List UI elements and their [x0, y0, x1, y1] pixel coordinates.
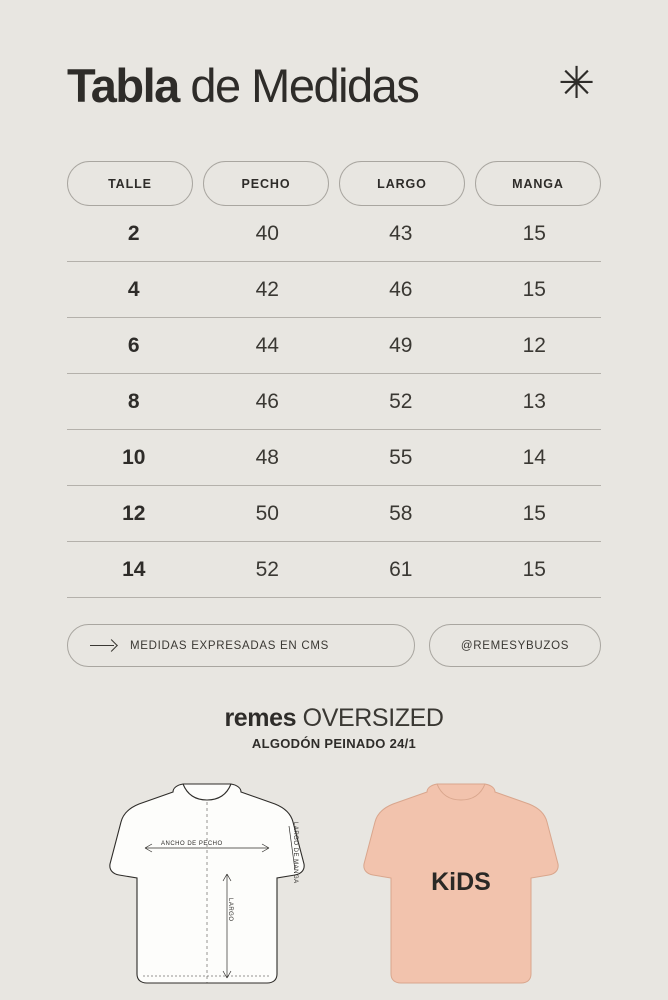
cell-manga: 15: [522, 277, 546, 301]
cell-manga: 13: [522, 389, 546, 413]
cell-talle: 2: [127, 221, 140, 245]
product-material: ALGODÓN PEINADO 24/1: [251, 736, 417, 752]
cell-talle: 6: [127, 333, 140, 357]
product-info: [67, 705, 601, 751]
cell-manga: 15: [522, 501, 546, 525]
column-header-pecho: PECHO: [203, 161, 329, 206]
cell-manga: 15: [522, 221, 546, 245]
table-row: [67, 430, 601, 486]
arrow-right-icon: [90, 641, 116, 651]
cell-pecho: 52: [255, 557, 279, 581]
column-header-largo: LARGO: [339, 161, 465, 206]
cell-largo: 49: [389, 333, 413, 357]
column-header-manga: MANGA: [475, 161, 601, 206]
product-name: [67, 705, 601, 731]
table-row: [67, 542, 601, 598]
cell-largo: 58: [389, 501, 413, 525]
social-handle-pill[interactable]: [429, 624, 601, 667]
cell-largo: 43: [389, 221, 413, 245]
cell-talle: 4: [127, 277, 140, 301]
shirt-technical-drawing: [99, 778, 315, 988]
page-title-light: de Medidas: [178, 59, 419, 112]
notes-row: [67, 624, 601, 667]
table-row: [67, 486, 601, 542]
table-header-row: [67, 161, 601, 206]
page-title-bold: Tabla: [67, 59, 179, 112]
asterisk-icon: ✳: [558, 58, 595, 108]
cell-talle: 12: [122, 501, 146, 525]
shirt-outline-svg: [99, 778, 315, 988]
cell-pecho: 44: [255, 333, 279, 357]
cell-talle: 8: [127, 389, 140, 413]
page-title: [67, 59, 419, 112]
cell-talle: 10: [122, 445, 146, 469]
cell-largo: 55: [389, 445, 413, 469]
measure-note-label: MEDIDAS EXPRESADAS EN CMS: [130, 639, 329, 652]
page-header: [67, 0, 601, 112]
social-handle-label: @REMESYBUZOS: [460, 639, 570, 652]
cell-pecho: 48: [255, 445, 279, 469]
table-row: [67, 262, 601, 318]
table-row: [67, 206, 601, 262]
product-name-light: OVERSIZED: [296, 704, 444, 732]
shirt-color-mockup: [353, 778, 569, 988]
chest-width-label: ANCHO DE PECHO: [161, 841, 223, 847]
cell-largo: 52: [389, 389, 413, 413]
body-length-label: LARGO: [227, 898, 233, 922]
product-name-bold: remes: [224, 704, 297, 732]
cell-manga: 12: [522, 333, 546, 357]
measurements-table: [67, 161, 601, 598]
cell-manga: 14: [522, 445, 546, 469]
shirt-diagrams: [0, 778, 668, 988]
table-row: [67, 374, 601, 430]
graphic-text: KiDS: [431, 868, 491, 896]
cell-largo: 46: [389, 277, 413, 301]
cell-largo: 61: [389, 557, 413, 581]
table-row: [67, 318, 601, 374]
measure-note-pill: [67, 624, 415, 667]
cell-pecho: 46: [255, 389, 279, 413]
cell-talle: 14: [122, 557, 146, 581]
sleeve-length-label: LARGO DE MANGA: [292, 822, 298, 884]
cell-pecho: 50: [255, 501, 279, 525]
cell-pecho: 40: [255, 221, 279, 245]
cell-pecho: 42: [255, 277, 279, 301]
column-header-talle: TALLE: [67, 161, 193, 206]
cell-manga: 15: [522, 557, 546, 581]
